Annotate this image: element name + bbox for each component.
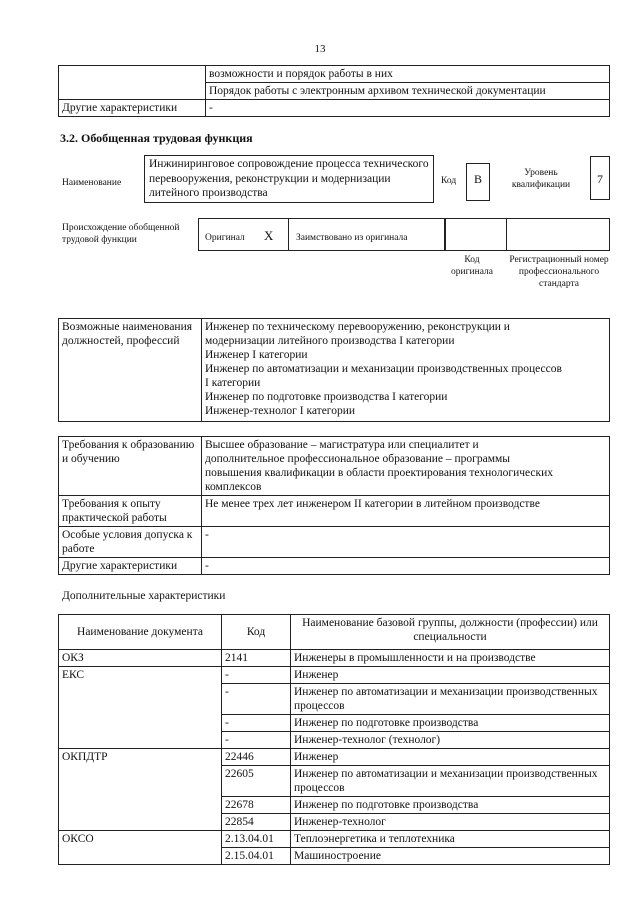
table-cell: возможности и порядок работы в них	[206, 66, 610, 83]
positions-label: Возможные наименования должностей, профессий	[59, 319, 202, 422]
table-row	[59, 749, 610, 766]
req-value: -	[202, 527, 610, 558]
name-cell: Инженер	[291, 667, 610, 684]
table-cell: -	[206, 100, 610, 117]
req-line: Высшее образование – магистратура или специалитет и	[205, 439, 479, 451]
req-line: повышения квалификации в области проектирования технологических	[205, 467, 554, 479]
code-cell: -	[222, 684, 291, 715]
req-label: Требования к образованию и обучению	[59, 437, 202, 496]
naming-label: Наименование	[62, 178, 122, 188]
code-cell: -	[222, 732, 291, 749]
name-cell: Инженер по подготовке производства	[291, 715, 610, 732]
header-code: Код	[222, 615, 291, 650]
naming-value: Инжиниринговое сопровождение процесса технического перевооружения, реконструкции и модернизации литейного производства	[144, 155, 434, 203]
table-row	[59, 667, 610, 684]
position-line: модернизации литейного производства I категории	[205, 335, 455, 347]
positions-table	[58, 318, 610, 422]
code-cell: 2141	[222, 650, 291, 667]
name-cell: Инженер-технолог (технолог)	[291, 732, 610, 749]
position-line: Инженер I категории	[205, 349, 308, 361]
code-cell	[445, 218, 507, 251]
name-cell: Инженер по автоматизации и механизации производственных процессов	[291, 766, 610, 797]
header-name: Наименование базовой группы, должности (профессии) или специальности	[291, 615, 610, 650]
original-mark: X	[264, 228, 274, 243]
table-row	[59, 615, 610, 650]
table-cell: Порядок работы с электронным архивом технической документации	[206, 83, 610, 100]
level-label: Уровень квалификации	[511, 168, 571, 190]
code-cell: 22854	[222, 814, 291, 831]
additional-table	[58, 614, 610, 865]
page-number: 13	[314, 43, 326, 55]
table-row	[59, 100, 610, 117]
name-cell: Инженер	[291, 749, 610, 766]
req-value	[202, 437, 610, 496]
requirements-table	[58, 436, 610, 575]
section-title: 3.2. Обобщенная трудовая функция	[60, 131, 253, 145]
name-cell: Машиностроение	[291, 848, 610, 865]
code-caption: Код оригинала	[451, 255, 493, 277]
req-line: дополнительное профессиональное образование – программы	[205, 453, 510, 465]
table-row	[59, 558, 610, 575]
position-line: Инженер по автоматизации и механизации производственных процессов	[205, 363, 562, 375]
table-row	[59, 496, 610, 527]
table-cell: Другие характеристики	[59, 100, 206, 117]
position-line: Инженер по подготовке производства I категории	[205, 391, 448, 403]
header-doc: Наименование документа	[59, 615, 222, 650]
table-row	[59, 650, 610, 667]
req-line: комплексов	[205, 481, 262, 493]
name-cell: Инженеры в промышленности и на производстве	[291, 650, 610, 667]
name-cell: Инженер-технолог	[291, 814, 610, 831]
code-cell: -	[222, 715, 291, 732]
borrowed-label: Заимствовано из оригинала	[296, 233, 408, 243]
level-value: 7	[590, 156, 610, 200]
code-cell: 2.15.04.01	[222, 848, 291, 865]
doc-cell: ОКСО	[59, 831, 222, 865]
req-value: Не менее трех лет инженером II категории в литейном производстве	[202, 496, 610, 527]
table-row	[59, 319, 610, 422]
reg-caption: Регистрационный номер профессионального стандарта	[509, 255, 609, 289]
req-label: Особые условия допуска к работе	[59, 527, 202, 558]
table-row	[59, 66, 610, 83]
table-cell	[59, 66, 206, 100]
position-line: Инженер-технолог I категории	[205, 405, 356, 417]
table-row	[59, 527, 610, 558]
original-label: Оригинал	[205, 233, 245, 243]
doc-cell: ОКПДТР	[59, 749, 222, 831]
additional-title: Дополнительные характеристики	[62, 590, 226, 602]
name-cell: Теплоэнергетика и теплотехника	[291, 831, 610, 848]
name-cell: Инженер по автоматизации и механизации производственных процессов	[291, 684, 610, 715]
table-row	[59, 831, 610, 848]
code-cell: 22678	[222, 797, 291, 814]
code-cell: -	[222, 667, 291, 684]
code-cell: 22605	[222, 766, 291, 797]
table-row	[59, 437, 610, 496]
doc-cell: ОКЗ	[59, 650, 222, 667]
doc-cell: ЕКС	[59, 667, 222, 749]
origin-label: Происхождение обобщенной трудовой функции	[62, 223, 180, 245]
req-value: -	[202, 558, 610, 575]
code-cell: 2.13.04.01	[222, 831, 291, 848]
code-label: Код	[441, 176, 457, 186]
position-line: Инженер по техническому перевооружению, реконструкции и	[205, 321, 510, 333]
top-table	[58, 65, 610, 117]
req-label: Требования к опыту практической работы	[59, 496, 202, 527]
positions-list	[202, 319, 610, 422]
name-cell: Инженер по подготовке производства	[291, 797, 610, 814]
code-cell: 22446	[222, 749, 291, 766]
req-label: Другие характеристики	[59, 558, 202, 575]
position-line: I категории	[205, 377, 261, 389]
code-value: B	[466, 163, 490, 201]
